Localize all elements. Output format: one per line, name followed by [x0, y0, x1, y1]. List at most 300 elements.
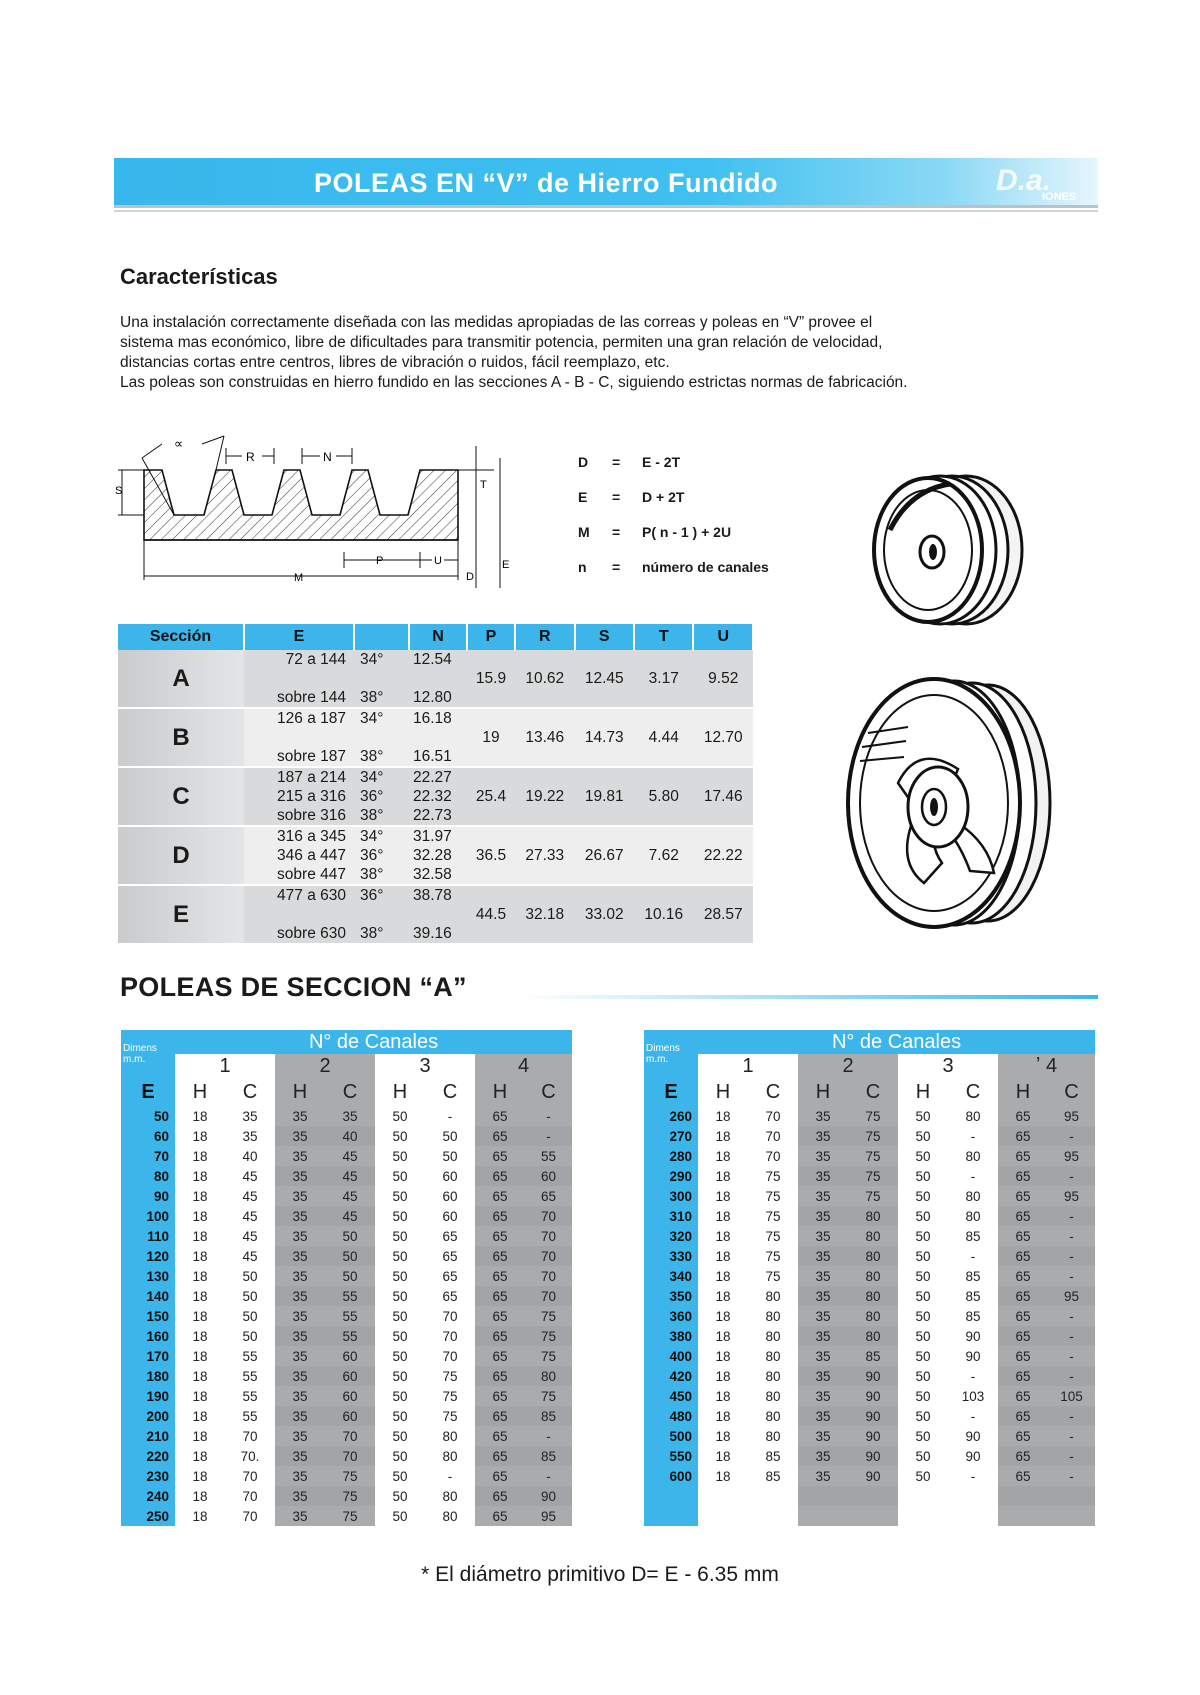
value-cell: 75	[848, 1186, 898, 1206]
value-cell: 35	[225, 1106, 275, 1126]
table-row	[121, 1406, 572, 1426]
c-column-header: C	[325, 1078, 375, 1106]
value-cell: 18	[698, 1246, 748, 1266]
table-row	[644, 1386, 1095, 1406]
diameter-cell: 350	[644, 1286, 698, 1306]
value-cell: 35	[798, 1106, 848, 1126]
value-cell: 35	[275, 1366, 325, 1386]
value-cell: 35	[798, 1146, 848, 1166]
value-cell: 65	[475, 1446, 525, 1466]
diameter-cell	[644, 1486, 698, 1506]
value-cell: 75	[748, 1226, 798, 1246]
brand-logo	[990, 160, 1094, 204]
channel-number: 3	[375, 1054, 475, 1078]
value-cell: 50	[898, 1106, 948, 1126]
value-cell: 55	[325, 1326, 375, 1346]
value-cell: 45	[225, 1226, 275, 1246]
value-cell	[798, 1486, 848, 1506]
diameter-cell: 160	[121, 1326, 175, 1346]
value-cell: 55	[325, 1286, 375, 1306]
channel-number: 4	[475, 1054, 572, 1078]
formula-list	[578, 444, 808, 584]
value-cell: 90	[948, 1446, 998, 1466]
value-cell: -	[1048, 1426, 1095, 1446]
value-cell: 70	[748, 1106, 798, 1126]
value-cell: 65	[998, 1126, 1048, 1146]
value-cell: 50	[898, 1266, 948, 1286]
intro-line: sistema mas económico, libre de dificultades para transmitir potencia, permiten una gran relación de velocidad,	[120, 334, 883, 351]
diameter-cell: 250	[121, 1506, 175, 1526]
value-cell: 65	[475, 1246, 525, 1266]
spec-cell-u: 9.52	[693, 650, 753, 707]
value-cell: 18	[175, 1106, 225, 1126]
diameter-cell: 300	[644, 1186, 698, 1206]
spec-cell-ang: 34°	[354, 768, 409, 787]
value-cell: 85	[848, 1346, 898, 1366]
table-row	[121, 1226, 572, 1246]
spec-cell-n: 16.18	[409, 709, 467, 728]
value-cell: 35	[325, 1106, 375, 1126]
value-cell	[998, 1506, 1048, 1526]
diameter-cell: 120	[121, 1246, 175, 1266]
value-cell: 50	[325, 1246, 375, 1266]
value-cell: 90	[848, 1446, 898, 1466]
h-column-header: H	[175, 1078, 225, 1106]
dimensions-label	[121, 1030, 175, 1078]
value-cell: 60	[325, 1386, 375, 1406]
value-cell: 75	[425, 1406, 475, 1426]
value-cell: 75	[325, 1466, 375, 1486]
value-cell: 18	[698, 1426, 748, 1446]
value-cell: 85	[948, 1266, 998, 1286]
value-cell: 18	[698, 1226, 748, 1246]
formula-row	[578, 549, 808, 584]
diameter-cell: 80	[121, 1166, 175, 1186]
value-cell: 50	[375, 1106, 425, 1126]
value-cell: 18	[175, 1366, 225, 1386]
value-cell: -	[1048, 1306, 1095, 1326]
value-cell: -	[1048, 1246, 1095, 1266]
value-cell: 85	[948, 1286, 998, 1306]
intro-line: distancias cortas entre centros, libres de vibración o ruidos, fácil reemplazo, etc.	[120, 354, 670, 371]
value-cell: 70	[225, 1506, 275, 1526]
value-cell: -	[948, 1166, 998, 1186]
c-column-header: C	[425, 1078, 475, 1106]
value-cell: 18	[175, 1466, 225, 1486]
diameter-cell: 500	[644, 1426, 698, 1446]
value-cell: 35	[798, 1226, 848, 1246]
value-cell: 85	[748, 1466, 798, 1486]
t-label: T	[480, 479, 487, 491]
spec-cell-ang: 38°	[354, 747, 409, 766]
value-cell: 80	[848, 1226, 898, 1246]
value-cell: 35	[798, 1246, 848, 1266]
value-cell: 75	[748, 1246, 798, 1266]
value-cell: -	[1048, 1346, 1095, 1366]
value-cell: 65	[525, 1186, 572, 1206]
value-cell: 50	[898, 1306, 948, 1326]
p-label: P	[376, 555, 384, 567]
c-column-header: C	[225, 1078, 275, 1106]
value-cell: 18	[175, 1446, 225, 1466]
value-cell: 65	[998, 1326, 1048, 1346]
value-cell: 65	[475, 1306, 525, 1326]
spec-cell-n: 12.80	[409, 688, 467, 707]
value-cell: -	[948, 1246, 998, 1266]
value-cell: 70	[425, 1306, 475, 1326]
value-cell: -	[525, 1426, 572, 1446]
value-cell: 70	[225, 1466, 275, 1486]
spec-cell-u: 17.46	[693, 768, 753, 825]
value-cell: 75	[848, 1106, 898, 1126]
value-cell: 35	[798, 1426, 848, 1446]
title-banner	[114, 158, 1098, 208]
formula-eq: =	[612, 488, 621, 505]
value-cell: 18	[175, 1246, 225, 1266]
col-header-p: P	[467, 624, 515, 650]
value-cell: 18	[698, 1386, 748, 1406]
value-cell: 35	[275, 1306, 325, 1326]
value-cell: -	[1048, 1406, 1095, 1426]
table-row	[644, 1326, 1095, 1346]
value-cell: 65	[475, 1406, 525, 1426]
value-cell: -	[525, 1126, 572, 1146]
value-cell: 50	[375, 1386, 425, 1406]
value-cell: 50	[898, 1386, 948, 1406]
table-row	[121, 1366, 572, 1386]
value-cell: 85	[948, 1306, 998, 1326]
value-cell: 75	[425, 1386, 475, 1406]
h-column-header: H	[475, 1078, 525, 1106]
channels-header-row	[121, 1030, 572, 1054]
value-cell: 65	[475, 1206, 525, 1226]
diameter-cell: 450	[644, 1386, 698, 1406]
spec-cell-n: 12.54	[409, 650, 467, 669]
value-cell: 45	[225, 1206, 275, 1226]
formula-rhs: número de canales	[642, 558, 769, 575]
value-cell: 75	[525, 1326, 572, 1346]
section-name: D	[118, 827, 244, 884]
value-cell: 18	[698, 1206, 748, 1226]
value-cell: 65	[475, 1366, 525, 1386]
value-cell: -	[948, 1466, 998, 1486]
diameter-cell: 310	[644, 1206, 698, 1226]
value-cell: -	[1048, 1446, 1095, 1466]
h-column-header: H	[375, 1078, 425, 1106]
spec-cell-n: 16.51	[409, 747, 467, 766]
intro-line: Las poleas son construidas en hierro fundido en las secciones A - B - C, siguiendo estrictas normas de fabricación.	[120, 374, 908, 391]
d-label: D	[466, 571, 474, 583]
formula-lhs: M	[578, 523, 590, 540]
m-label: M	[294, 572, 304, 584]
c-column-header: C	[748, 1078, 798, 1106]
spec-cell-n: 22.27	[409, 768, 467, 787]
value-cell: 35	[275, 1186, 325, 1206]
spec-cell-e: sobre 630	[244, 924, 354, 943]
spec-cell-t: 7.62	[634, 827, 693, 884]
diameter-cell: 70	[121, 1146, 175, 1166]
channels-number-row	[121, 1054, 572, 1078]
value-cell: 35	[798, 1446, 848, 1466]
value-cell: 18	[698, 1286, 748, 1306]
value-cell: 35	[275, 1266, 325, 1286]
value-cell: 45	[325, 1146, 375, 1166]
table-row	[644, 1346, 1095, 1366]
alpha-label: ∝	[174, 437, 184, 452]
value-cell: 18	[175, 1266, 225, 1286]
col-header-s: S	[575, 624, 634, 650]
logo-subtext: IONES	[1042, 191, 1077, 203]
value-cell: -	[525, 1106, 572, 1126]
table-row	[644, 1226, 1095, 1246]
c-column-header: C	[1048, 1078, 1095, 1106]
diameter-cell: 230	[121, 1466, 175, 1486]
channels-table-left	[121, 1030, 572, 1526]
value-cell: 65	[998, 1406, 1048, 1426]
formula-rhs: P( n - 1 ) + 2U	[642, 523, 732, 540]
r-label: R	[246, 450, 255, 464]
value-cell: 80	[748, 1326, 798, 1346]
h-column-header: H	[275, 1078, 325, 1106]
spec-cell-s: 19.81	[575, 768, 634, 825]
table-row	[644, 1306, 1095, 1326]
table-row	[121, 1446, 572, 1466]
section-a-heading: POLEAS DE SECCION “A”	[120, 972, 467, 1002]
value-cell: 18	[698, 1106, 748, 1126]
spec-cell-e: 126 a 187	[244, 709, 354, 728]
value-cell	[1048, 1506, 1095, 1526]
value-cell	[898, 1486, 948, 1506]
value-cell	[798, 1506, 848, 1526]
formula-row	[578, 514, 808, 549]
value-cell: 35	[798, 1346, 848, 1366]
table-row	[644, 1166, 1095, 1186]
value-cell: 70	[525, 1206, 572, 1226]
value-cell: 65	[475, 1506, 525, 1526]
e-label: E	[502, 559, 510, 571]
spec-cell-ang	[354, 728, 409, 747]
value-cell: 18	[698, 1166, 748, 1186]
table-row	[121, 1126, 572, 1146]
channel-number: 1	[175, 1054, 275, 1078]
value-cell: 65	[475, 1286, 525, 1306]
spec-cell-ang: 34°	[354, 650, 409, 669]
table-row	[121, 1106, 572, 1126]
section-name: C	[118, 768, 244, 825]
value-cell: 50	[898, 1326, 948, 1346]
value-cell: 60	[325, 1366, 375, 1386]
value-cell: 35	[798, 1166, 848, 1186]
diameter-cell: 200	[121, 1406, 175, 1426]
table-row	[644, 1266, 1095, 1286]
value-cell: 18	[698, 1366, 748, 1386]
value-cell: 103	[948, 1386, 998, 1406]
value-cell: 55	[225, 1366, 275, 1386]
value-cell: 65	[475, 1266, 525, 1286]
spec-cell-ang: 38°	[354, 688, 409, 707]
value-cell: 70	[525, 1286, 572, 1306]
value-cell: 60	[425, 1186, 475, 1206]
value-cell: 80	[748, 1346, 798, 1366]
banner-divider	[114, 210, 1098, 212]
value-cell: 65	[475, 1166, 525, 1186]
channel-number: 2	[798, 1054, 898, 1078]
diameter-cell: 280	[644, 1146, 698, 1166]
diameter-cell: 480	[644, 1406, 698, 1426]
value-cell: 18	[698, 1306, 748, 1326]
value-cell: 50	[898, 1166, 948, 1186]
value-cell: 35	[275, 1286, 325, 1306]
channels-table-right	[644, 1030, 1095, 1526]
channel-number: 1	[698, 1054, 798, 1078]
value-cell: 90	[848, 1386, 898, 1406]
spec-cell-e: sobre 144	[244, 688, 354, 707]
value-cell: 90	[948, 1426, 998, 1446]
value-cell: 65	[475, 1346, 525, 1366]
value-cell: 35	[275, 1406, 325, 1426]
spec-row	[118, 886, 753, 905]
diameter-cell: 330	[644, 1246, 698, 1266]
spec-cell-n: 22.73	[409, 806, 467, 825]
value-cell: -	[1048, 1466, 1095, 1486]
value-cell: 35	[275, 1466, 325, 1486]
value-cell: 35	[275, 1326, 325, 1346]
value-cell: 18	[175, 1146, 225, 1166]
value-cell: 40	[325, 1126, 375, 1146]
value-cell: 55	[225, 1386, 275, 1406]
value-cell: 60	[525, 1166, 572, 1186]
value-cell: 35	[798, 1466, 848, 1486]
diameter-cell: 50	[121, 1106, 175, 1126]
channels-number-row	[644, 1054, 1095, 1078]
value-cell: 65	[998, 1266, 1048, 1286]
value-cell: 35	[225, 1126, 275, 1146]
h-column-header: H	[998, 1078, 1048, 1106]
value-cell: 35	[275, 1206, 325, 1226]
value-cell: 65	[475, 1426, 525, 1446]
value-cell: 80	[848, 1326, 898, 1346]
value-cell: 80	[948, 1206, 998, 1226]
value-cell: 75	[525, 1346, 572, 1366]
table-row	[121, 1306, 572, 1326]
hc-header-row	[644, 1078, 1095, 1106]
table-row	[644, 1206, 1095, 1226]
value-cell: 35	[798, 1306, 848, 1326]
value-cell: 80	[425, 1446, 475, 1466]
value-cell: 50	[375, 1466, 425, 1486]
value-cell: 45	[325, 1166, 375, 1186]
value-cell: 75	[848, 1146, 898, 1166]
value-cell: 90	[848, 1406, 898, 1426]
value-cell	[898, 1506, 948, 1526]
value-cell: 50	[375, 1246, 425, 1266]
value-cell: 50	[898, 1466, 948, 1486]
spec-cell-e: 316 a 345	[244, 827, 354, 846]
table-row	[121, 1186, 572, 1206]
value-cell: 75	[848, 1166, 898, 1186]
value-cell: 75	[525, 1386, 572, 1406]
value-cell: -	[948, 1366, 998, 1386]
value-cell: 75	[425, 1366, 475, 1386]
value-cell: 80	[748, 1406, 798, 1426]
spec-cell-r: 19.22	[515, 768, 574, 825]
section-name: A	[118, 650, 244, 707]
value-cell	[998, 1486, 1048, 1506]
value-cell: 50	[898, 1406, 948, 1426]
spec-cell-n	[409, 669, 467, 688]
value-cell: -	[948, 1126, 998, 1146]
value-cell: 65	[425, 1286, 475, 1306]
channel-number: 3	[898, 1054, 998, 1078]
spec-cell-r: 32.18	[515, 886, 574, 943]
diameter-cell: 90	[121, 1186, 175, 1206]
value-cell: 50	[375, 1426, 425, 1446]
value-cell: -	[425, 1466, 475, 1486]
value-cell	[848, 1506, 898, 1526]
value-cell: 50	[898, 1226, 948, 1246]
value-cell: -	[1048, 1326, 1095, 1346]
value-cell: 35	[798, 1186, 848, 1206]
formula-row	[578, 444, 808, 479]
channels-count-label: N° de Canales	[698, 1030, 1095, 1054]
value-cell: 50	[225, 1306, 275, 1326]
value-cell: -	[1048, 1366, 1095, 1386]
spec-cell-r: 13.46	[515, 709, 574, 766]
value-cell: 18	[175, 1286, 225, 1306]
spec-cell-n: 39.16	[409, 924, 467, 943]
value-cell: 35	[275, 1426, 325, 1446]
value-cell: 50	[375, 1346, 425, 1366]
value-cell: 50	[325, 1226, 375, 1246]
value-cell: 18	[175, 1166, 225, 1186]
spec-cell-n: 32.28	[409, 846, 467, 865]
dim-label-line: m.m.	[646, 1054, 669, 1065]
spec-cell-p: 15.9	[467, 650, 515, 707]
value-cell: 18	[175, 1186, 225, 1206]
value-cell: 70	[425, 1326, 475, 1346]
spec-cell-ang: 34°	[354, 827, 409, 846]
value-cell: 90	[848, 1366, 898, 1386]
value-cell: 45	[225, 1186, 275, 1206]
value-cell: 70	[425, 1346, 475, 1366]
value-cell: 18	[175, 1206, 225, 1226]
value-cell: 65	[998, 1186, 1048, 1206]
value-cell: 50	[898, 1366, 948, 1386]
formula-lhs: n	[578, 558, 587, 575]
value-cell: 50	[898, 1426, 948, 1446]
s-label: S	[115, 485, 123, 497]
value-cell: 90	[948, 1326, 998, 1346]
value-cell: 65	[998, 1466, 1048, 1486]
table-row	[644, 1186, 1095, 1206]
spec-cell-ang: 38°	[354, 806, 409, 825]
value-cell: 60	[325, 1346, 375, 1366]
value-cell: 70	[325, 1426, 375, 1446]
value-cell: 35	[275, 1346, 325, 1366]
col-header-e: E	[244, 624, 354, 650]
spec-cell-ang	[354, 669, 409, 688]
value-cell: 95	[1048, 1286, 1095, 1306]
value-cell: 18	[698, 1126, 748, 1146]
characteristics-heading: Características	[120, 264, 278, 289]
footnote: * El diámetro primitivo D= E - 6.35 mm	[421, 1563, 779, 1586]
formula-eq: =	[612, 453, 621, 470]
u-label: U	[434, 555, 442, 567]
value-cell: 18	[698, 1406, 748, 1426]
value-cell: 70	[525, 1246, 572, 1266]
value-cell: 80	[748, 1286, 798, 1306]
value-cell: 90	[525, 1486, 572, 1506]
